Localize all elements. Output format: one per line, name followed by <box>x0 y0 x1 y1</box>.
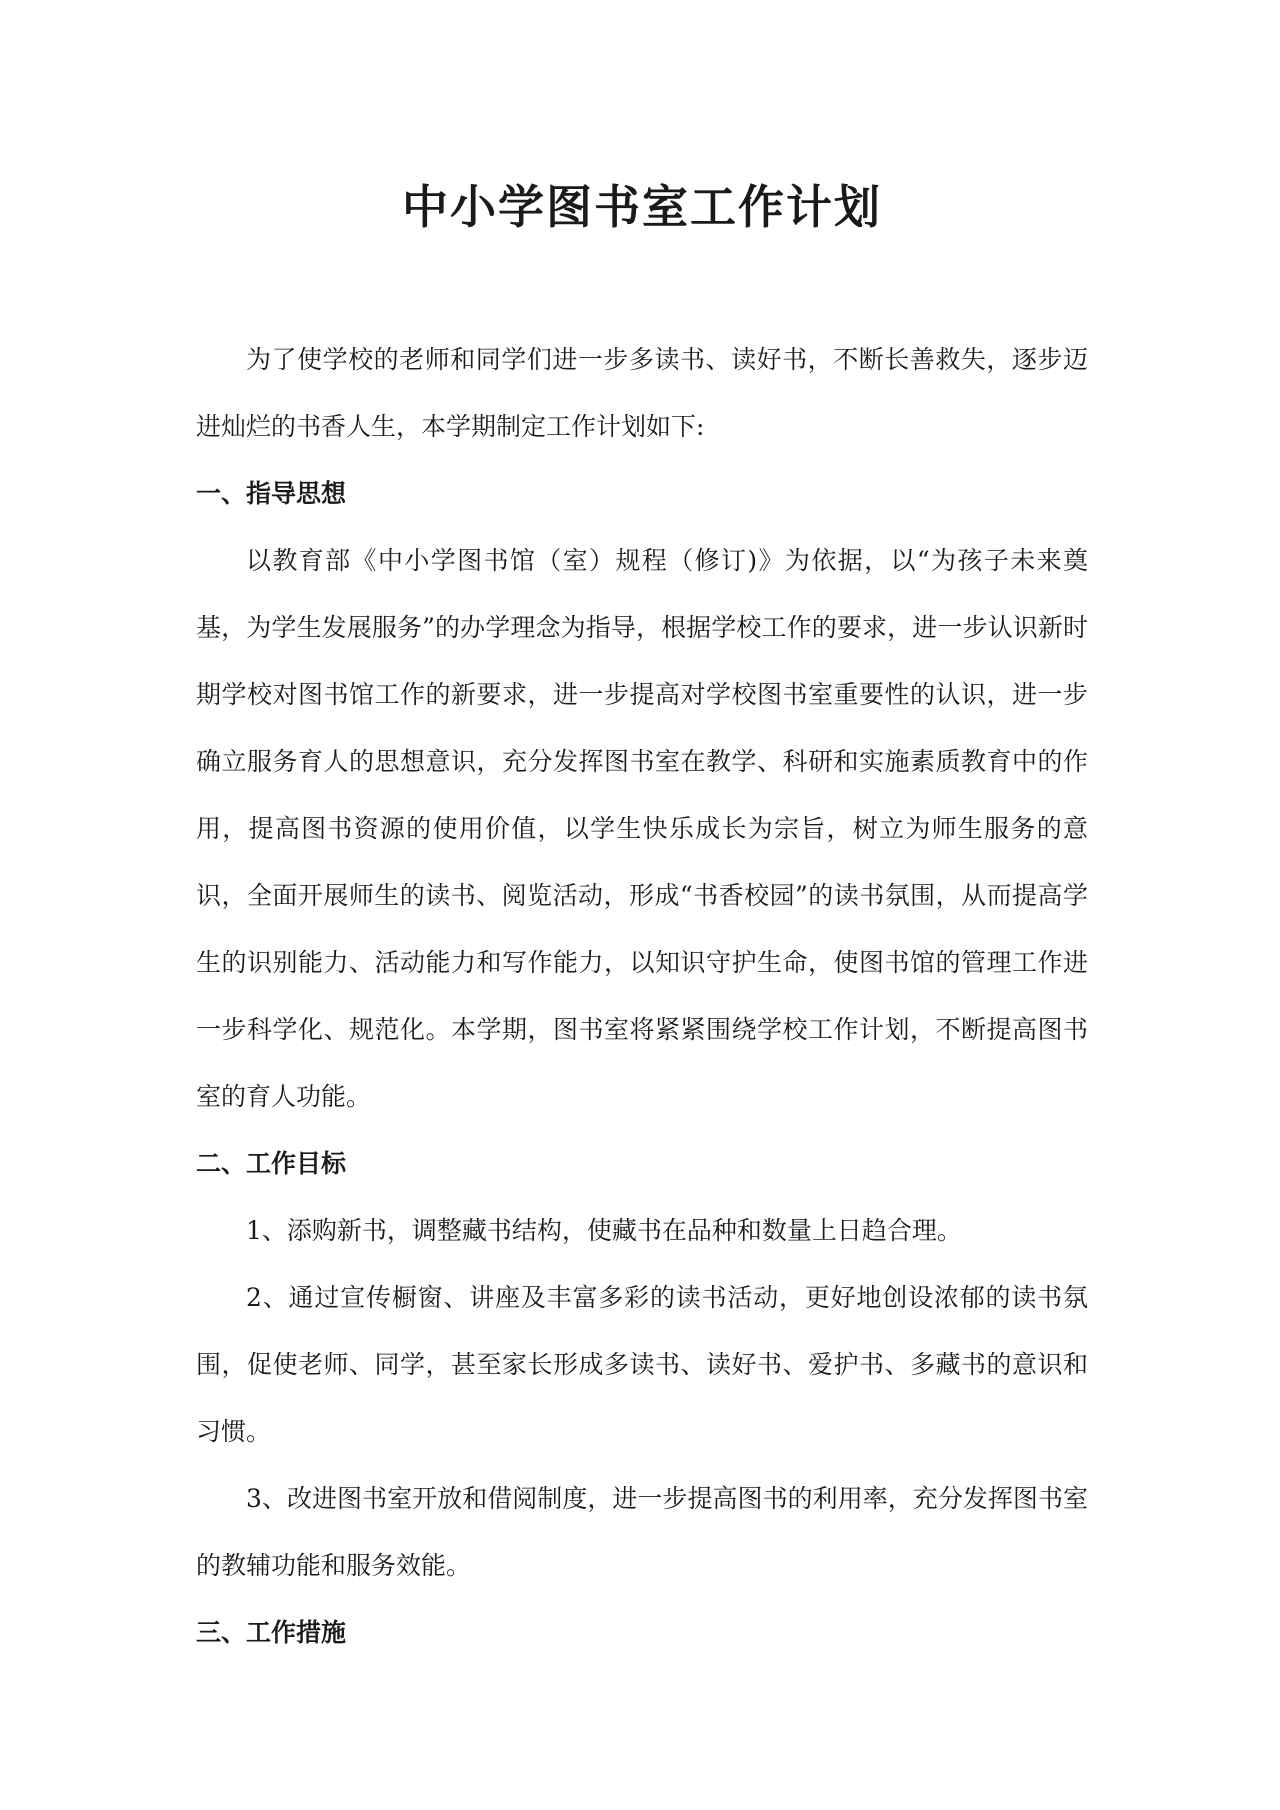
document-title: 中小学图书室工作计划 <box>402 180 882 234</box>
section-heading-work-measures: 三、工作措施 <box>196 1618 347 1647</box>
intro-paragraph: 为了使学校的老师和同学们进一步多读书、读好书，不断长善救失，逐步迈进灿烂的书香人生，本学期制定工作计划如下: <box>196 345 1088 441</box>
section-heading-guiding-ideology: 一、指导思想 <box>196 479 347 508</box>
guiding-ideology-paragraph: 以教育部《中小学图书馆（室）规程（修订)》为依据，以“为孩子未来奠基，为学生发展服务”的办学理念为指导，根据学校工作的要求，进一步认识新时期学校对图书馆工作的新要求，进一步提高对学校图书室重要性的认识，进一步确立服务育人的思想意识，充分发挥图书室在教学、科研和实施素质教育中的作用，提高图书资源的使用价值，以学生快乐成长为宗旨，树立为师生服务的意识，全面开展师生的读书、阅览活动，形成“书香校园”的读书氛围，从而提高学生的识别能力、活动能力和写作能力，以知识守护生命，使图书馆的管理工作进一步科学化、规范化。本学期，图书室将紧紧围绕学校工作计划，不断提高图书室的育人功能。 <box>196 546 1088 1111</box>
work-goal-item-1: 1、添购新书，调整藏书结构，使藏书在品种和数量上日趋合理。 <box>246 1216 962 1245</box>
work-goal-item-3: 3、改进图书室开放和借阅制度，进一步提高图书的利用率，充分发挥图书室的教辅功能和服务效能。 <box>196 1484 1088 1580</box>
section-heading-work-goals: 二、工作目标 <box>196 1149 347 1178</box>
document-body <box>196 326 1088 1666</box>
work-goal-item-2: 2、通过宣传橱窗、讲座及丰富多彩的读书活动，更好地创设浓郁的读书氛围，促使老师、同学，甚至家长形成多读书、读好书、爱护书、多藏书的意识和习惯。 <box>196 1283 1088 1446</box>
